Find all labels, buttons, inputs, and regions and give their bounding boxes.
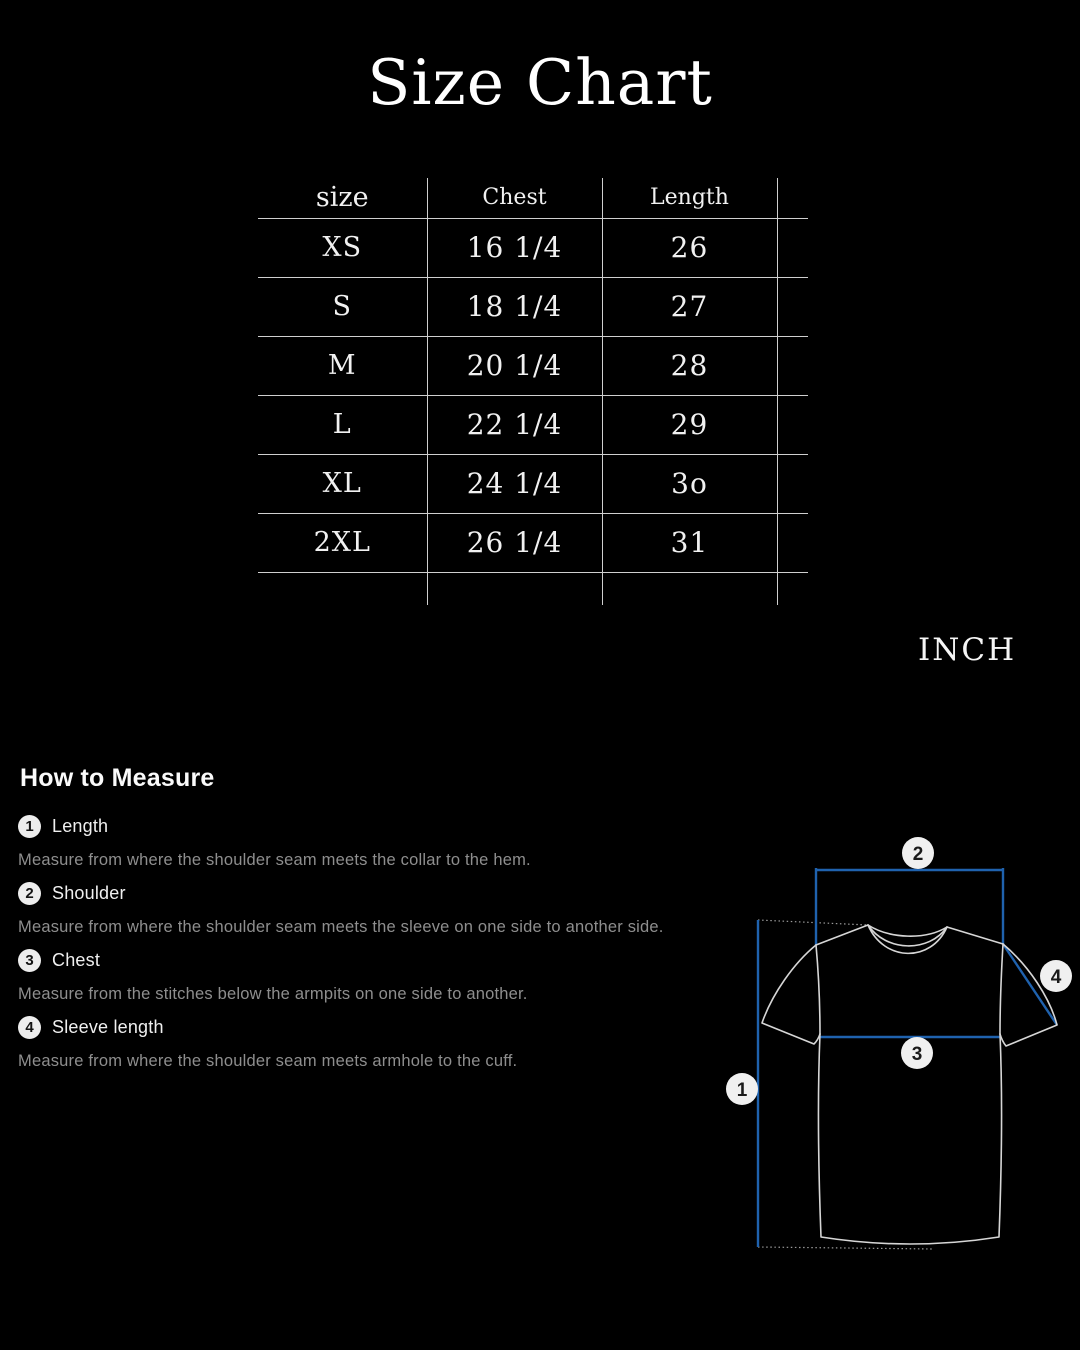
chest-value: 26 1/4 [427,513,602,572]
size-value: M [258,336,427,395]
size-value: S [258,277,427,336]
step-label-row [18,815,108,838]
step-description: Measure from where the shoulder seam meets armhole to the cuff. [18,1052,518,1070]
chest-value: 22 1/4 [427,395,602,454]
column-header-empty [777,178,808,218]
column-header-size: size [258,178,427,218]
length-value: 28 [602,336,777,395]
empty-cell [777,454,808,513]
step-number-badge: 3 [18,949,41,972]
collar-back [868,925,947,936]
table-trailer-row [258,572,808,605]
marker-sleeve [1040,960,1072,992]
measure-steps-list [18,815,708,1083]
list-item [18,815,708,882]
chest-value: 24 1/4 [427,454,602,513]
step-label: Length [52,816,109,836]
table-row [258,336,808,395]
right-sleeve [1000,944,1057,1046]
size-value: L [258,395,427,454]
step-label: Sleeve length [52,1017,164,1037]
table-row [258,277,808,336]
step-description: Measure from where the shoulder seam meets the sleeve on one side to another side. [18,918,664,936]
length-value: 3o [602,454,777,513]
list-item [18,949,708,1016]
how-to-measure-heading: How to Measure [20,764,215,792]
table-row [258,395,808,454]
empty-cell [777,218,808,277]
length-value: 26 [602,218,777,277]
empty-cell [777,395,808,454]
page-title: Size Chart [367,46,713,119]
step-description: Measure from the stitches below the armpits on one side to another. [18,985,528,1003]
length-value: 27 [602,277,777,336]
length-value: 31 [602,513,777,572]
left-sleeve [762,945,820,1044]
list-item [18,1016,708,1083]
empty-cell [777,572,808,605]
size-value: 2XL [258,513,427,572]
left-shoulder-seam [816,925,868,945]
table-row [258,218,808,277]
tshirt-measurement-diagram [720,830,1080,1260]
chest-value: 18 1/4 [427,277,602,336]
bottom-guide-line [758,1247,933,1249]
top-guide-line [758,920,868,925]
marker-number: 1 [736,1080,748,1101]
empty-cell [602,572,777,605]
empty-cell [777,277,808,336]
step-label-row [18,1016,164,1039]
size-chart-table [258,178,808,605]
marker-number: 4 [1050,967,1062,988]
empty-cell [427,572,602,605]
guide-dotted-lines [758,920,933,1249]
size-value: XS [258,218,427,277]
step-number-badge: 1 [18,815,41,838]
marker-number: 2 [912,844,924,865]
step-label-row [18,949,100,972]
step-label-row [18,882,126,905]
list-item [18,882,708,949]
table-row [258,454,808,513]
marker-chest [901,1037,933,1069]
step-label: Chest [52,950,101,970]
unit-label: INCH [918,632,1017,668]
empty-cell [777,513,808,572]
marker-number: 3 [911,1044,923,1065]
empty-cell [258,572,427,605]
step-number-badge: 4 [18,1016,41,1039]
length-value: 29 [602,395,777,454]
column-header-length: Length [602,178,777,218]
marker-length [726,1073,758,1105]
right-shoulder-seam [947,927,1003,944]
column-header-chest: Chest [427,178,602,218]
empty-cell [777,336,808,395]
step-label: Shoulder [52,883,126,903]
marker-shoulder [902,837,934,869]
table-header-row [258,178,808,218]
right-armhole-seam [1000,944,1003,1034]
size-value: XL [258,454,427,513]
left-armhole-seam [816,945,820,1034]
chest-value: 20 1/4 [427,336,602,395]
step-number-badge: 2 [18,882,41,905]
step-description: Measure from where the shoulder seam meets the collar to the hem. [18,851,531,869]
table-row [258,513,808,572]
tshirt-outline [762,925,1057,1244]
chest-value: 16 1/4 [427,218,602,277]
